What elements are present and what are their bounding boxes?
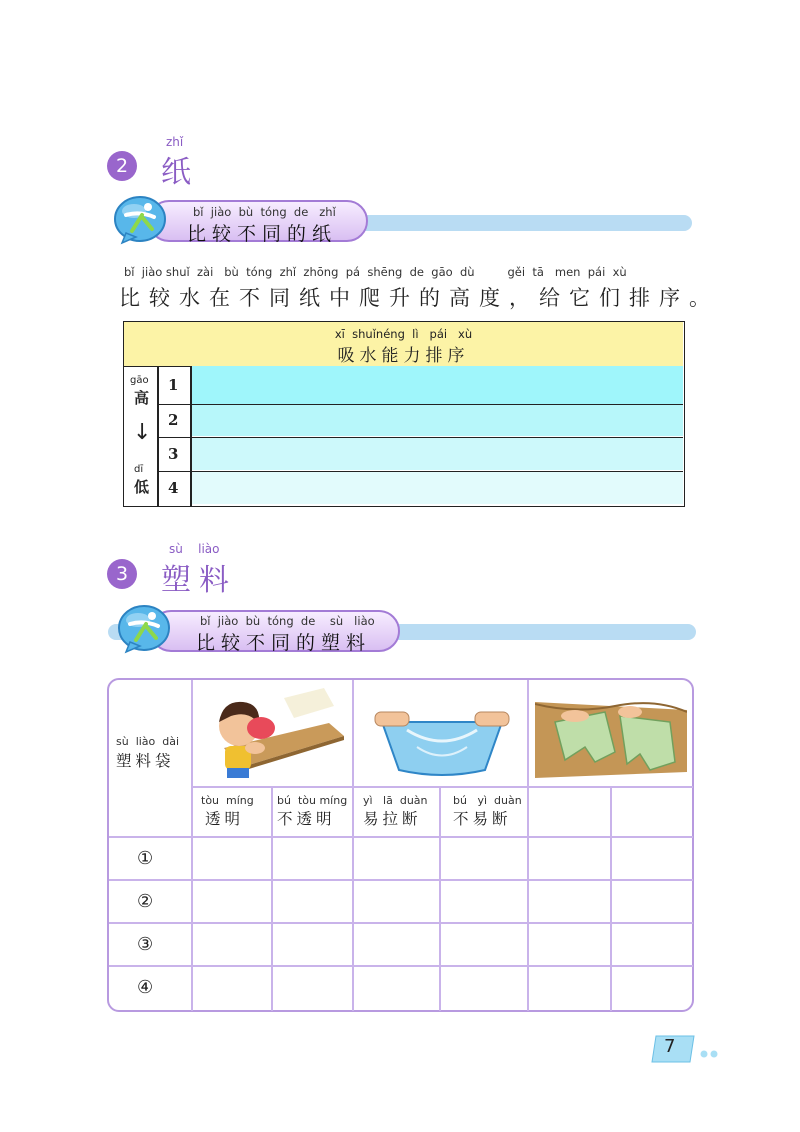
page-number-badge: [648, 1032, 726, 1066]
tearing-bag-image: [535, 692, 687, 778]
property-opaque: bú tòu míng 不透明: [277, 794, 348, 828]
rank-row-3: [158, 437, 683, 471]
plastic-bag-pinyin: sù liào dài: [116, 735, 180, 748]
section2-title: 纸: [161, 155, 199, 190]
low-pinyin: dī: [134, 464, 144, 475]
rank-input-cell[interactable]: [192, 366, 683, 404]
property-transparent: tòu míng 透明: [201, 794, 254, 828]
rank-number: 4: [168, 479, 179, 497]
rank-input-cell[interactable]: [192, 405, 683, 436]
property-easy-to-break: yì lā duàn 易拉断: [363, 794, 428, 828]
plastic-bag-label: 塑料袋: [116, 752, 175, 770]
banner-pinyin: bǐ jiào bù tóng de zhǐ: [193, 205, 336, 219]
rank-row-1: [158, 366, 683, 404]
rank-number: 3: [168, 445, 179, 463]
banner-text: 比较不同的纸: [187, 223, 338, 245]
table-header: [124, 322, 683, 367]
activity-badge-icon: [116, 602, 174, 654]
section3-title: 塑料: [161, 563, 237, 598]
section3-title-pinyin: sù liào: [169, 542, 220, 556]
absorption-ranking-table: [123, 321, 685, 507]
sample-row-4-label: ④: [137, 977, 154, 998]
section3-number: 3: [107, 559, 137, 589]
banner-pinyin: bǐ jiào bù tóng de sù liào: [200, 614, 375, 628]
rank-row-4: [158, 471, 683, 505]
table-header-pinyin: xī shuǐnéng lì pái xù: [334, 327, 473, 341]
plastic-comparison-table: [107, 678, 694, 1012]
property-hard-to-break: bú yì duàn 不易断: [453, 794, 522, 828]
high-pinyin: gāo: [130, 375, 149, 386]
down-arrow-icon: ↓: [133, 420, 152, 445]
rank-input-cell[interactable]: [192, 438, 683, 470]
rank-number: 2: [168, 411, 179, 429]
table-header-title: 吸水能力排序: [337, 346, 470, 366]
page-number: 7: [664, 1036, 676, 1057]
activity-badge-icon: [112, 193, 170, 245]
sample-row-1-label: ①: [137, 848, 154, 869]
rank-row-2: [158, 404, 683, 437]
sample-row-2-label: ②: [137, 891, 154, 912]
instruction-pinyin: bǐ jiào shuǐ zài bù tóng zhǐ zhōng pá shēng de gāo dù gěi tā men pái xù: [124, 265, 627, 279]
rank-input-cell[interactable]: [192, 472, 683, 504]
section2-number: 2: [107, 151, 137, 181]
rank-number: 1: [168, 376, 179, 394]
section2-title-pinyin: zhǐ: [166, 135, 184, 149]
sample-row-3-label: ③: [137, 934, 154, 955]
stretching-bag-image: [367, 692, 517, 778]
child-looking-through-bag-image: [209, 688, 344, 780]
high-label: 高: [134, 389, 150, 407]
instruction-text: 比较水在不同纸中爬升的高度，给它们排序。: [119, 286, 719, 310]
low-label: 低: [134, 478, 150, 496]
banner-text: 比较不同的塑料: [196, 632, 372, 654]
